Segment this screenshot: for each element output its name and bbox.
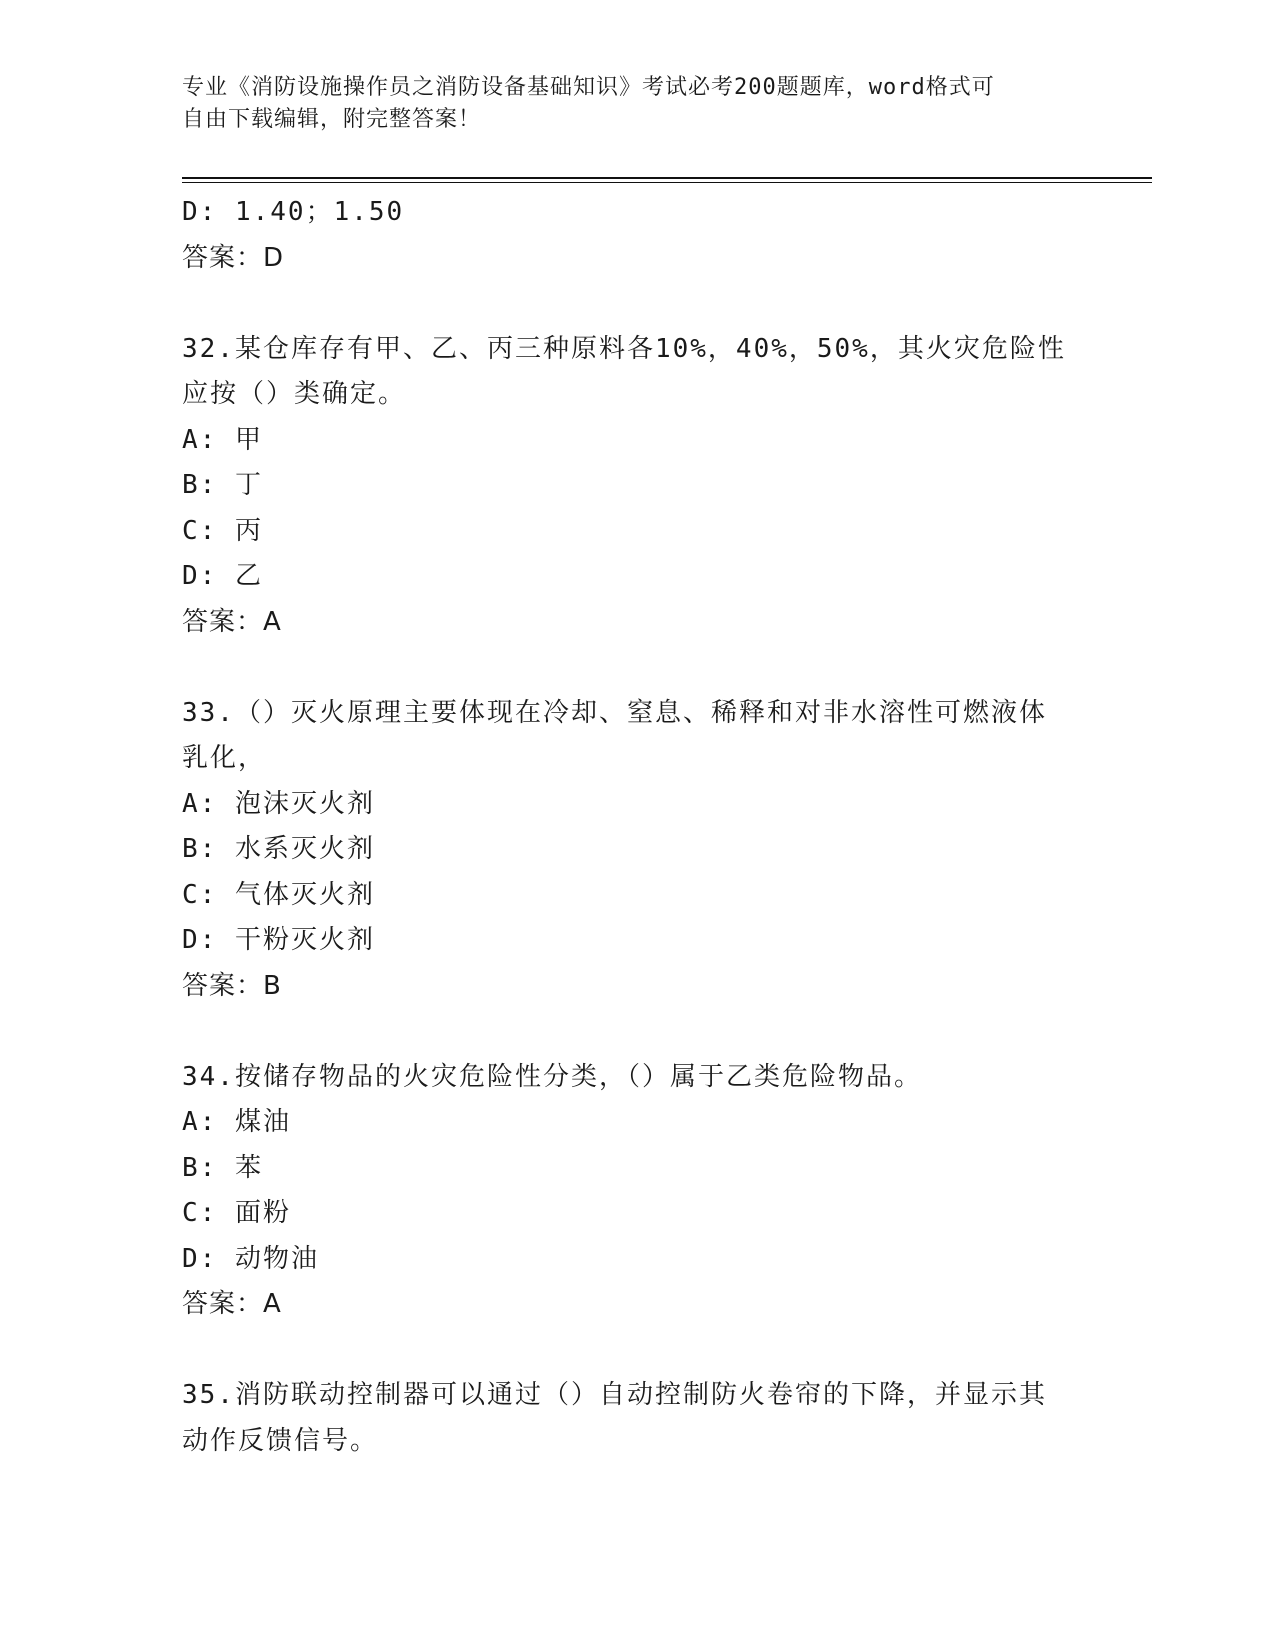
option-d: D: 干粉灭火剂 [182,925,375,955]
header-rule-thin [182,182,1152,183]
spacer [182,1328,1082,1374]
option-a: A: 甲 [182,424,263,455]
question-text-line: 35.消防联动控制器可以通过（）自动控制防火卷帘的下降，并显示其 [182,1380,1047,1410]
question-text-line: 应按（）类确定。 [182,379,407,409]
question-text-line: 乳化， [182,743,267,773]
answer-line: 答案：B [182,970,282,1001]
question-text-line: 动作反馈信号。 [182,1425,379,1456]
answer-line: 答案：A [182,606,282,637]
answer-line: 答案：D [182,242,285,273]
spacer [182,281,1082,327]
question-list [182,190,1082,1464]
option-b: B: 丁 [182,470,263,500]
question-32 [182,327,1082,646]
previous-question-tail [182,190,1082,281]
header-title-line-2: 自由下载编辑，附完整答案！ [182,107,482,132]
header-title-line-1: 专业《消防设施操作员之消防设备基础知识》考试必考200题题库，word格式可 [182,75,995,100]
header-rule-thick [182,177,1152,179]
option-c: C: 面粉 [182,1198,291,1228]
spacer [182,1009,1082,1055]
option-a: A: 泡沫灭火剂 [182,788,375,819]
question-text-line: 32.某仓库存有甲、乙、丙三种原料各10%，40%，50%，其火灾危险性 [182,333,1066,364]
question-33 [182,691,1082,1010]
answer-line: 答案：A [182,1289,282,1319]
option-b: B: 水系灭火剂 [182,834,375,864]
question-text-line: 33.（）灭火原理主要体现在冷却、窒息、稀释和对非水溶性可燃液体 [182,697,1047,728]
option-a: A: 煤油 [182,1107,291,1137]
page-header [182,72,1062,136]
option-b: B: 苯 [182,1152,263,1183]
option-d: D: 1.40；1.50 [182,197,405,227]
question-34 [182,1055,1082,1328]
question-text-line: 34.按储存物品的火灾危险性分类，（）属于乙类危险物品。 [182,1061,922,1092]
question-35 [182,1373,1082,1464]
option-c: C: 丙 [182,515,263,546]
option-d: D: 动物油 [182,1243,319,1274]
spacer [182,645,1082,691]
option-d: D: 乙 [182,561,263,591]
option-c: C: 气体灭火剂 [182,879,375,910]
